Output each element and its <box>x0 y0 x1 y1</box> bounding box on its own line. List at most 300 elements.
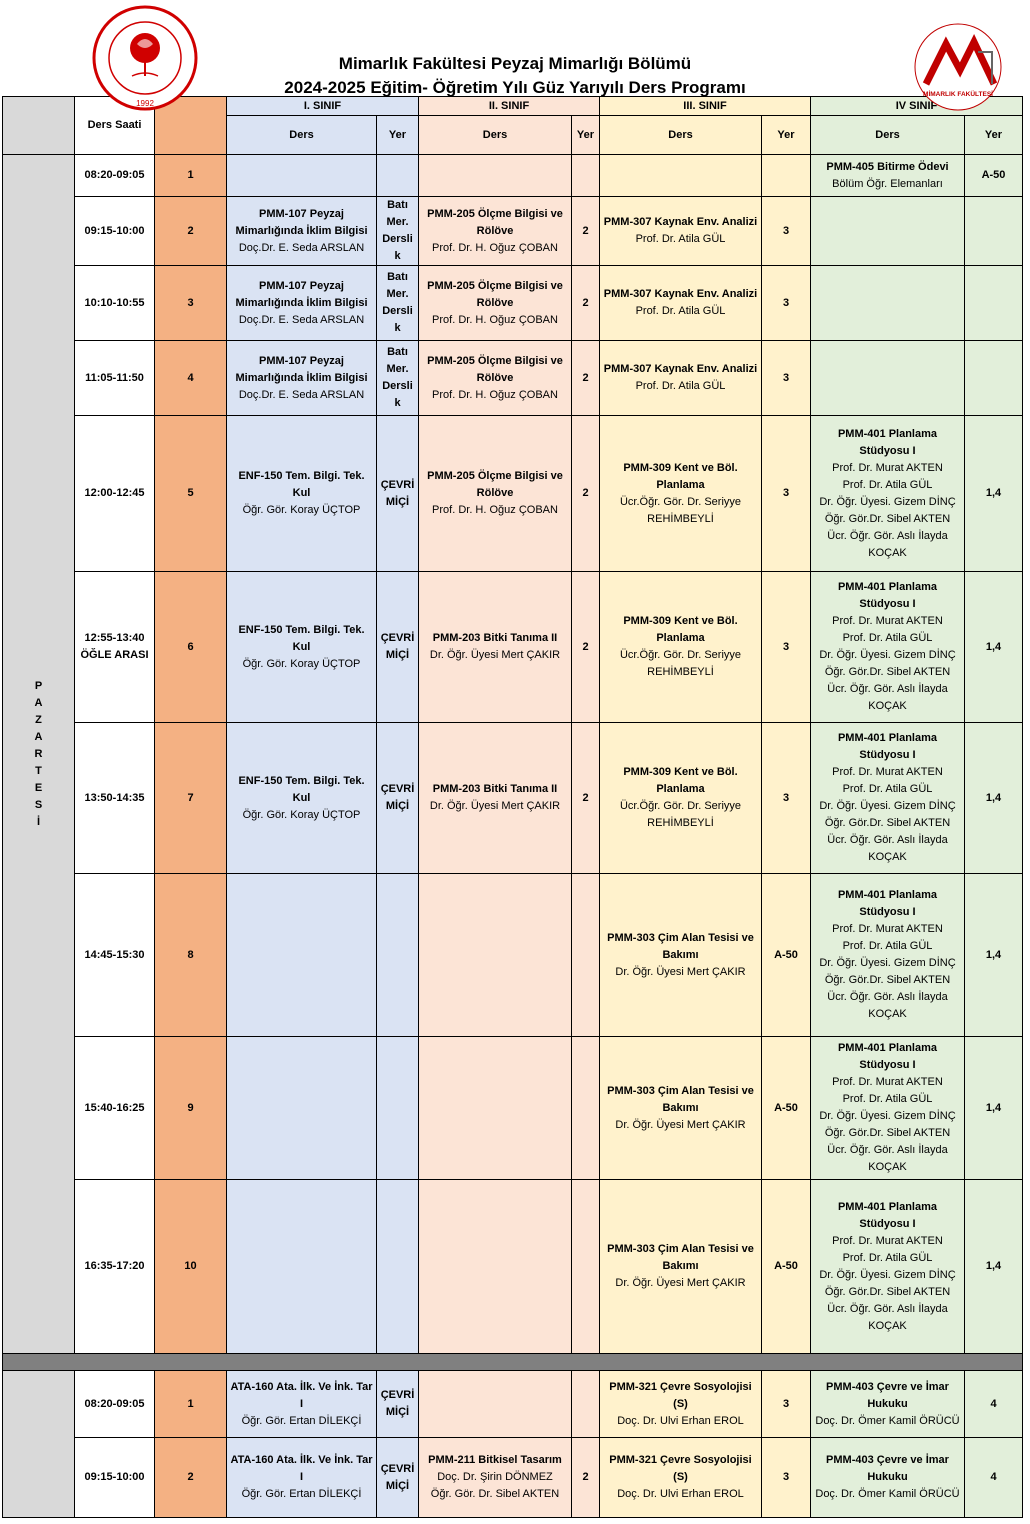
course-detail: Dr. Öğr. Üyesi. Gizem DİNÇ <box>819 957 956 969</box>
course-detail: Prof. Dr. H. Oğuz ÇOBAN <box>432 241 558 254</box>
class4-course <box>811 1371 965 1438</box>
room-line: ÇEVRİ <box>380 1462 415 1475</box>
class4-course <box>811 1180 965 1354</box>
course-detail: Öğr. Gör. Koray ÜÇTOP <box>242 657 361 670</box>
course-code: ENF-150 Tem. Bilgi. Tek. Kul <box>238 623 365 653</box>
course-code: PMM-405 Bitirme Ödevi <box>826 160 949 173</box>
time-note: ÖĞLE ARASI <box>80 649 149 661</box>
class2-course <box>419 572 572 723</box>
course-detail: Prof. Dr. Murat AKTEN <box>832 615 943 627</box>
time-range: 08:20-09:05 <box>84 169 145 181</box>
class4-course <box>811 341 965 416</box>
room-line: 3 <box>782 296 790 309</box>
course-code: PMM-107 Peyzaj Mimarlığında İklim Bilgisi <box>235 279 368 309</box>
time-cell <box>75 266 155 341</box>
course-detail: Dr. Öğr. Üyesi. Gizem DİNÇ <box>819 800 956 812</box>
class1-course <box>227 1371 377 1438</box>
room-line: 3 <box>782 487 790 499</box>
table-row <box>3 416 1023 572</box>
course-code: PMM-401 Planlama Stüdyosu I <box>837 1042 938 1071</box>
course-detail: Ücr. Öğr. Gör. Aslı İlayda KOÇAK <box>827 991 948 1020</box>
course-code: PMM-303 Çim Alan Tesisi ve Bakımı <box>607 931 754 961</box>
room-line: ÇEVRİ <box>380 478 415 491</box>
course-detail: Prof. Dr. H. Oğuz ÇOBAN <box>432 504 558 516</box>
course-code: PMM-205 Ölçme Bilgisi ve Rölöve <box>427 207 563 237</box>
course-code: ENF-150 Tem. Bilgi. Tek. Kul <box>238 470 365 499</box>
class2-course <box>419 1371 572 1438</box>
course-code: PMM-309 Kent ve Böl. Planlama <box>623 461 738 491</box>
class3-course <box>600 572 762 723</box>
time-cell <box>75 1037 155 1180</box>
time-range: 09:15-10:00 <box>84 1471 145 1483</box>
class3-course <box>600 723 762 874</box>
course-detail: Doç. Dr. Ulvi Erhan EROL <box>617 1488 744 1500</box>
course-detail: Prof. Dr. Murat AKTEN <box>832 1234 943 1247</box>
class1-course <box>227 572 377 723</box>
course-detail: Ücr.Öğr. Gör. Dr. Seriyye REHİMBEYLİ <box>619 649 742 678</box>
class4-room <box>965 197 1023 266</box>
course-detail: Doç.Dr. E. Seda ARSLAN <box>238 388 365 401</box>
table-row <box>3 1037 1023 1180</box>
day-letter: P <box>34 679 43 692</box>
room-line: 3 <box>782 371 790 384</box>
time-cell <box>75 416 155 572</box>
class3-room <box>762 416 811 572</box>
course-detail: Öğr. Gör. Koray ÜÇTOP <box>242 504 361 516</box>
day-letter: İ <box>36 815 41 828</box>
course-code: PMM-401 Planlama Stüdyosu I <box>837 581 938 610</box>
class4-room <box>965 266 1023 341</box>
class1-room <box>377 572 419 723</box>
time-cell <box>75 874 155 1037</box>
class4-room <box>965 1371 1023 1438</box>
day-monday <box>3 155 75 1354</box>
time-cell <box>75 1438 155 1518</box>
day-letter: E <box>34 781 43 794</box>
period-number: 7 <box>155 723 227 874</box>
class4-yer-header: Yer <box>965 116 1023 155</box>
class4-room <box>965 416 1023 572</box>
class4-room <box>965 1037 1023 1180</box>
course-detail: Öğr. Gör.Dr. Sibel AKTEN <box>824 974 951 986</box>
class1-ders-header: Ders <box>227 116 377 155</box>
table-row <box>3 723 1023 874</box>
course-detail: Prof. Dr. Atila GÜL <box>635 305 726 317</box>
class2-course <box>419 723 572 874</box>
course-detail: Ücr. Öğr. Gör. Aslı İlayda KOÇAK <box>827 1144 948 1173</box>
page-title-line2: 2024-2025 Eğitim- Öğretim Yılı Güz Yarıyılı Ders Programı <box>284 78 746 97</box>
course-detail: Dr. Öğr. Üyesi Mert ÇAKIR <box>615 965 746 978</box>
class3-course <box>600 266 762 341</box>
course-detail: Öğr. Gör.Dr. Sibel AKTEN <box>824 666 951 678</box>
course-code: ENF-150 Tem. Bilgi. Tek. Kul <box>238 774 365 804</box>
room-line: MİÇİ <box>385 495 410 508</box>
class3-room <box>762 155 811 197</box>
period-number: 3 <box>155 266 227 341</box>
class2-course <box>419 197 572 266</box>
room-line: Batı <box>387 346 408 358</box>
course-code: PMM-309 Kent ve Böl. Planlama <box>623 766 738 795</box>
class2-room <box>572 1438 600 1518</box>
time-range: 10:10-10:55 <box>84 296 145 309</box>
room-line: 1,4 <box>985 640 1002 653</box>
course-detail: Dr. Öğr. Üyesi Mert ÇAKIR <box>429 800 561 812</box>
class4-course <box>811 155 965 197</box>
separator-cell <box>3 1354 1023 1371</box>
course-code: PMM-107 Peyzaj Mimarlığında İklim Bilgisi <box>235 354 368 384</box>
period-number: 6 <box>155 572 227 723</box>
table-row <box>3 197 1023 266</box>
period-number: 8 <box>155 874 227 1037</box>
course-code: PMM-321 Çevre Sosyolojisi (S) <box>609 1380 752 1410</box>
room-line: A-50 <box>981 169 1006 181</box>
course-detail: Prof. Dr. Atila GÜL <box>842 940 933 952</box>
class4-room <box>965 341 1023 416</box>
period-number: 2 <box>155 197 227 266</box>
time-range: 11:05-11:50 <box>85 371 144 384</box>
class3-course <box>600 197 762 266</box>
class1-course <box>227 1438 377 1518</box>
class3-room <box>762 572 811 723</box>
course-code: PMM-203 Bitki Tanıma II <box>432 783 558 795</box>
class3-course <box>600 1180 762 1354</box>
class2-course <box>419 1438 572 1518</box>
class3-room <box>762 1037 811 1180</box>
class2-room <box>572 197 600 266</box>
class3-room <box>762 1438 811 1518</box>
class2-room <box>572 266 600 341</box>
class2-course <box>419 155 572 197</box>
course-code: PMM-205 Ölçme Bilgisi ve Rölöve <box>427 470 563 499</box>
course-detail: Doç.Dr. E. Seda ARSLAN <box>238 241 365 254</box>
course-detail: Dr. Öğr. Üyesi. Gizem DİNÇ <box>819 1110 956 1122</box>
time-range: 09:15-10:00 <box>84 224 145 237</box>
course-detail: Öğr. Gör. Dr. Sibel AKTEN <box>430 1488 560 1500</box>
room-line: Dersli <box>382 380 413 392</box>
course-code: PMM-401 Planlama Stüdyosu I <box>837 427 938 457</box>
room-line: Dersli <box>382 305 413 317</box>
room-line: Dersli <box>382 233 413 245</box>
class1-course <box>227 416 377 572</box>
room-line: A-50 <box>774 948 798 961</box>
class2-yer-header: Yer <box>572 116 600 155</box>
course-detail: Prof. Dr. Atila GÜL <box>842 1251 933 1264</box>
table-row <box>3 155 1023 197</box>
period-number: 1 <box>155 155 227 197</box>
period-number: 2 <box>155 1438 227 1518</box>
time-cell <box>75 1371 155 1438</box>
class2-course <box>419 1180 572 1354</box>
class1-room <box>377 155 419 197</box>
time-range: 13:50-14:35 <box>84 791 145 804</box>
class4-room <box>965 155 1023 197</box>
room-line: ÇEVRİ <box>380 783 415 795</box>
class3-room <box>762 874 811 1037</box>
class1-yer-header: Yer <box>377 116 419 155</box>
course-detail: Prof. Dr. Atila GÜL <box>635 380 726 392</box>
time-cell <box>75 723 155 874</box>
time-range: 08:20-09:05 <box>84 1397 145 1410</box>
room-line: k <box>394 250 401 262</box>
class4-room <box>965 572 1023 723</box>
room-line: 2 <box>582 296 589 309</box>
course-detail: Öğr. Gör. Koray ÜÇTOP <box>242 808 361 821</box>
class2-room <box>572 723 600 874</box>
class4-header: IV SINIF <box>811 97 1023 116</box>
class4-room <box>965 723 1023 874</box>
course-detail: Ücr.Öğr. Gör. Dr. Seriyye REHİMBEYLİ <box>619 800 742 829</box>
table-row <box>3 572 1023 723</box>
room-line: 2 <box>582 487 589 499</box>
course-code: PMM-203 Bitki Tanıma II <box>432 632 558 644</box>
time-cell <box>75 341 155 416</box>
course-detail: Prof. Dr. Atila GÜL <box>842 1093 933 1105</box>
table-row <box>3 874 1023 1037</box>
course-detail: Öğr. Gör.Dr. Sibel AKTEN <box>824 1127 951 1139</box>
class1-course <box>227 266 377 341</box>
class2-room <box>572 1037 600 1180</box>
course-detail: Ücr. Öğr. Gör. Aslı İlayda KOÇAK <box>827 834 948 863</box>
course-code: PMM-303 Çim Alan Tesisi ve Bakımı <box>607 1243 754 1272</box>
course-code: PMM-205 Ölçme Bilgisi ve Rölöve <box>427 279 563 309</box>
room-line: 1,4 <box>985 791 1002 804</box>
course-detail: Prof. Dr. Murat AKTEN <box>832 1076 943 1088</box>
room-line: 2 <box>582 1471 589 1483</box>
room-line: Mer. <box>386 363 409 375</box>
class2-course <box>419 341 572 416</box>
class1-room <box>377 874 419 1037</box>
class1-course <box>227 1037 377 1180</box>
course-detail: Prof. Dr. Atila GÜL <box>842 632 933 644</box>
faculty-logo-icon <box>908 22 1008 112</box>
class2-room <box>572 1371 600 1438</box>
class2-room <box>572 416 600 572</box>
room-line: 3 <box>782 791 790 804</box>
class3-room <box>762 723 811 874</box>
course-code: PMM-321 Çevre Sosyolojisi (S) <box>609 1454 752 1483</box>
time-range: 12:55-13:40 <box>84 632 145 644</box>
course-code: PMM-303 Çim Alan Tesisi ve Bakımı <box>607 1084 754 1114</box>
course-detail: Prof. Dr. Atila GÜL <box>635 233 726 245</box>
class2-ders-header: Ders <box>419 116 572 155</box>
room-line: 2 <box>582 224 589 237</box>
course-detail: Prof. Dr. Atila GÜL <box>842 478 933 491</box>
course-detail: Dr. Öğr. Üyesi. Gizem DİNÇ <box>819 649 956 661</box>
class3-course <box>600 155 762 197</box>
day-letter: S <box>34 798 43 811</box>
room-line: 4 <box>990 1397 997 1410</box>
class3-course <box>600 874 762 1037</box>
course-code: PMM-307 Kaynak Env. Analizi <box>603 288 758 300</box>
room-line: 1,4 <box>985 948 1002 961</box>
course-detail: Dr. Öğr. Üyesi Mert ÇAKIR <box>615 1118 746 1131</box>
room-line: MİÇİ <box>385 1406 410 1418</box>
course-detail: Dr. Öğr. Üyesi Mert ÇAKIR <box>429 649 561 661</box>
day-letter: Z <box>35 713 42 726</box>
class1-room <box>377 1371 419 1438</box>
class1-course <box>227 197 377 266</box>
logo-left-year: 1992 <box>136 99 154 108</box>
course-detail: Prof. Dr. Atila GÜL <box>842 783 933 795</box>
room-line: 1,4 <box>985 1101 1002 1114</box>
room-line: ÇEVRİ <box>380 1389 415 1401</box>
room-line: MİÇİ <box>385 649 410 661</box>
room-line: 3 <box>782 224 790 237</box>
table-row <box>3 1180 1023 1354</box>
room-line: k <box>394 322 401 334</box>
course-code: PMM-401 Planlama Stüdyosu I <box>837 889 938 918</box>
class4-room <box>965 874 1023 1037</box>
class2-course <box>419 266 572 341</box>
course-code: PMM-401 Planlama Stüdyosu I <box>837 1200 938 1230</box>
room-line: A-50 <box>774 1101 798 1114</box>
room-line: 4 <box>990 1471 997 1483</box>
course-detail: Prof. Dr. Murat AKTEN <box>832 461 943 474</box>
course-detail: Prof. Dr. H. Oğuz ÇOBAN <box>432 388 558 401</box>
class3-header: III. SINIF <box>600 97 811 116</box>
class3-room <box>762 341 811 416</box>
course-detail: Prof. Dr. Murat AKTEN <box>832 766 943 778</box>
class1-course <box>227 723 377 874</box>
course-code: PMM-401 Planlama Stüdyosu I <box>837 732 938 761</box>
class2-room <box>572 1180 600 1354</box>
class2-room <box>572 874 600 1037</box>
course-detail: Öğr. Gör.Dr. Sibel AKTEN <box>824 1285 951 1298</box>
room-line: k <box>394 397 401 409</box>
class1-room <box>377 266 419 341</box>
room-line: 3 <box>782 1397 790 1410</box>
day-tuesday <box>3 1371 75 1518</box>
time-range: 15:40-16:25 <box>84 1101 145 1114</box>
course-code: PMM-309 Kent ve Böl. Planlama <box>623 615 738 644</box>
room-line: MİÇİ <box>385 800 410 812</box>
day-letter: T <box>35 764 42 777</box>
course-detail: Ücr. Öğr. Gör. Aslı İlayda KOÇAK <box>827 1302 948 1332</box>
course-detail: Öğr. Gör. Ertan DİLEKÇİ <box>241 1414 362 1427</box>
class4-room <box>965 1180 1023 1354</box>
table-row <box>3 341 1023 416</box>
room-line: 2 <box>582 791 589 804</box>
course-code: PMM-211 Bitkisel Tasarım <box>428 1454 562 1466</box>
time-cell <box>75 197 155 266</box>
class4-course <box>811 266 965 341</box>
class2-room <box>572 572 600 723</box>
course-detail: Doç. Dr. Ömer Kamil ÖRÜCÜ <box>815 1414 960 1427</box>
class3-course <box>600 1371 762 1438</box>
class2-room <box>572 341 600 416</box>
class4-course <box>811 416 965 572</box>
course-code: PMM-307 Kaynak Env. Analizi <box>603 216 758 228</box>
course-detail: Doç. Dr. Ulvi Erhan EROL <box>617 1414 744 1427</box>
schedule-table <box>2 96 1023 1518</box>
course-detail: Ücr. Öğr. Gör. Aslı İlayda KOÇAK <box>827 683 948 712</box>
class4-course <box>811 874 965 1037</box>
class4-course <box>811 723 965 874</box>
room-line: Mer. <box>386 288 409 300</box>
class3-room <box>762 1180 811 1354</box>
time-cell <box>75 572 155 723</box>
corner-cell <box>3 97 75 155</box>
room-line: Mer. <box>386 216 409 228</box>
class1-room <box>377 1438 419 1518</box>
class3-room <box>762 1371 811 1438</box>
class3-yer-header: Yer <box>762 116 811 155</box>
class1-room <box>377 341 419 416</box>
room-line: Batı <box>387 271 408 283</box>
course-code: ATA-160 Ata. İlk. Ve İnk. Tar I <box>230 1454 373 1483</box>
course-detail: Öğr. Gör.Dr. Sibel AKTEN <box>824 512 951 525</box>
time-cell <box>75 155 155 197</box>
room-line: 3 <box>782 1471 790 1483</box>
period-number: 9 <box>155 1037 227 1180</box>
room-line: A-50 <box>774 1260 798 1272</box>
class3-course <box>600 1438 762 1518</box>
room-line: 1,4 <box>985 487 1002 499</box>
course-detail: Öğr. Gör.Dr. Sibel AKTEN <box>824 817 951 829</box>
time-range: 12:00-12:45 <box>84 487 145 499</box>
class1-course <box>227 874 377 1037</box>
course-detail: Dr. Öğr. Üyesi Mert ÇAKIR <box>615 1277 746 1289</box>
class1-course <box>227 341 377 416</box>
course-detail: Dr. Öğr. Üyesi. Gizem DİNÇ <box>819 495 956 508</box>
course-detail: Doç.Dr. E. Seda ARSLAN <box>238 313 365 326</box>
class4-course <box>811 1037 965 1180</box>
table-row <box>3 1371 1023 1438</box>
class1-course <box>227 1180 377 1354</box>
course-detail: Ücr. Öğr. Gör. Aslı İlayda KOÇAK <box>827 529 948 559</box>
class4-course <box>811 197 965 266</box>
class1-course <box>227 155 377 197</box>
class1-room <box>377 1037 419 1180</box>
period-number: 1 <box>155 1371 227 1438</box>
period-number: 5 <box>155 416 227 572</box>
university-logo-icon <box>92 4 198 112</box>
course-detail: Ücr.Öğr. Gör. Dr. Seriyye REHİMBEYLİ <box>619 495 742 525</box>
page-title-line1: Mimarlık Fakültesi Peyzaj Mimarlığı Bölümü <box>338 54 692 73</box>
logo-right-label: MİMARLIK FAKÜLTESİ <box>923 91 993 98</box>
class4-ders-header: Ders <box>811 116 965 155</box>
time-range: 14:45-15:30 <box>84 948 145 961</box>
class1-room <box>377 197 419 266</box>
class3-course <box>600 416 762 572</box>
day-letter: A <box>34 696 43 709</box>
class4-course <box>811 1438 965 1518</box>
room-line: Batı <box>387 199 408 211</box>
course-detail: Doç. Dr. Şirin DÖNMEZ <box>437 1471 553 1483</box>
class4-course <box>811 572 965 723</box>
room-line: MİÇİ <box>385 1479 410 1492</box>
course-detail: Bölüm Öğr. Elemanları <box>832 177 943 190</box>
class2-room <box>572 155 600 197</box>
class2-course <box>419 874 572 1037</box>
course-code: PMM-403 Çevre ve İmar Hukuku <box>826 1454 949 1483</box>
class3-room <box>762 266 811 341</box>
table-row <box>3 266 1023 341</box>
time-range: 16:35-17:20 <box>84 1260 145 1272</box>
course-detail: Prof. Dr. H. Oğuz ÇOBAN <box>432 313 558 326</box>
course-detail: Doç. Dr. Ömer Kamil ÖRÜCÜ <box>815 1488 960 1500</box>
course-detail: Prof. Dr. Murat AKTEN <box>832 923 943 935</box>
class2-course <box>419 416 572 572</box>
class3-course <box>600 1037 762 1180</box>
course-code: PMM-107 Peyzaj Mimarlığında İklim Bilgisi <box>235 207 368 237</box>
class1-header: I. SINIF <box>227 97 419 116</box>
day-letter: A <box>34 730 43 743</box>
course-code: ATA-160 Ata. İlk. Ve İnk. Tar I <box>230 1380 373 1410</box>
ders-saati-header: Ders Saati <box>75 97 155 155</box>
course-code: PMM-307 Kaynak Env. Analizi <box>603 363 758 375</box>
class3-room <box>762 197 811 266</box>
